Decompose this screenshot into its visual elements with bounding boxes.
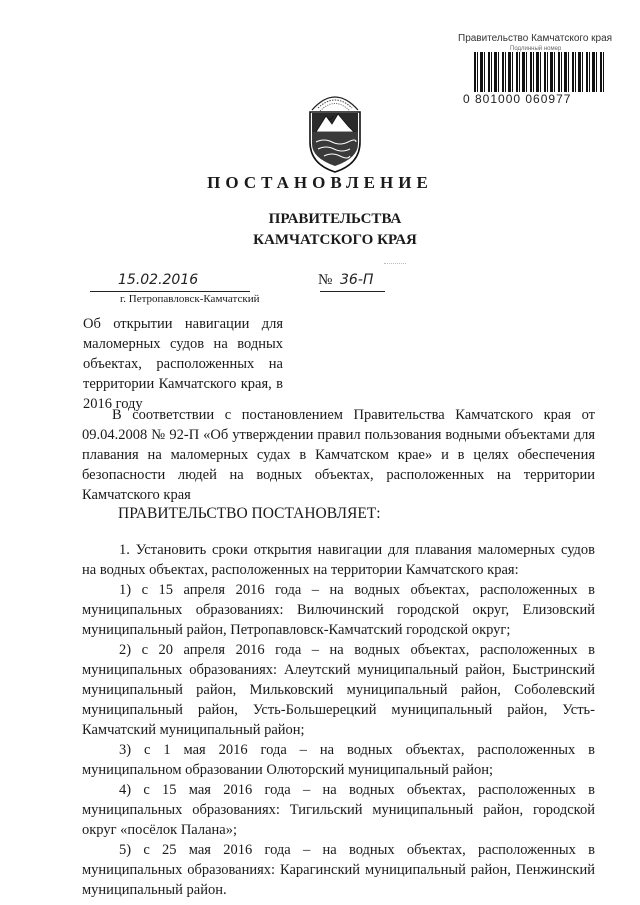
document-subject: Об открытии навигации для маломерных судов на водных объектах, расположенных на территории Камчатского края, в 2016 году bbox=[83, 316, 283, 412]
scan-mark bbox=[384, 263, 406, 270]
list-item: 5) с 25 мая 2016 года – на водных объектах, расположенных в муниципальных образованиях: Карагинский муниципальный район, Пенжинский муниципальный район. bbox=[82, 842, 595, 898]
barcode-number: 0 801000 060977 bbox=[463, 92, 572, 106]
issue-city: г. Петропавловск-Камчатский bbox=[120, 293, 260, 305]
document-number: 36-П bbox=[340, 272, 374, 288]
decree-items bbox=[82, 540, 595, 900]
decree-heading: ПРАВИТЕЛЬСТВО ПОСТАНОВЛЯЕТ: bbox=[118, 505, 381, 522]
list-item: 1. Установить сроки открытия навигации для плавания маломерных судов на водных объектах, расположенных на территории Камчатского края: bbox=[82, 542, 595, 578]
document-type-title: ПОСТАНОВЛЕНИЕ bbox=[207, 173, 433, 192]
barcode-subtitle: Подлинный номер bbox=[510, 46, 562, 52]
list-item: 4) с 15 мая 2016 года – на водных объектах, расположенных в муниципальных образованиях: Тигильский муниципальный район, городской округ «посёлок Палана»; bbox=[82, 782, 595, 838]
date-underline bbox=[90, 291, 250, 292]
number-underline bbox=[320, 291, 385, 292]
issuer-line-2: КАМЧАТСКОГО КРАЯ bbox=[253, 232, 417, 248]
number-sign: № bbox=[318, 272, 333, 288]
preamble-paragraph: В соответствии с постановлением Правительства Камчатского края от 09.04.2008 № 92-П «Об утверждении правил пользования водными объектами для плавания на маломерных судах в Камчатском крае» и в целях обеспечения безопасности людей на водных объектах, расположенных на территории Камчатского края bbox=[82, 407, 595, 503]
list-item: 3) с 1 мая 2016 года – на водных объектах, расположенных в муниципальном образовании Олюторский муниципальный район; bbox=[82, 742, 595, 778]
barcode-icon bbox=[474, 52, 604, 92]
document-date: 15.02.2016 bbox=[118, 272, 199, 288]
issuer-line-1: ПРАВИТЕЛЬСТВА bbox=[268, 211, 402, 227]
barcode-org-label: Правительство Камчатского края bbox=[458, 33, 613, 44]
list-item: 1) с 15 апреля 2016 года – на водных объектах, расположенных в муниципальных образованиях: Вилючинский городской округ, Елизовский муниципальный район, Петропавловск-Камчатский городской округ; bbox=[82, 582, 595, 638]
coat-of-arms-icon bbox=[304, 86, 366, 174]
list-item: 2) с 20 апреля 2016 года – на водных объектах, расположенных в муниципальных образованиях: Алеутский муниципальный район, Быстринский муниципальный район, Мильковский муниципальный район, Соболевский муниципальный район, Усть-Большерецкий муниципальный район, Усть-Камчатский муниципальный район; bbox=[82, 642, 595, 738]
